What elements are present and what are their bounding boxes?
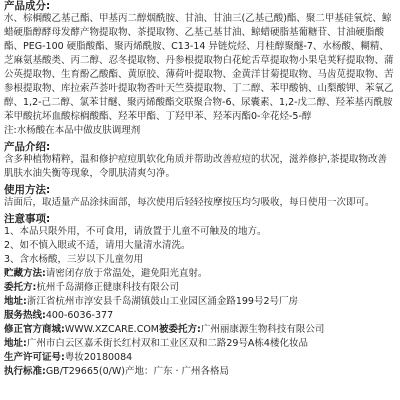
usage-text: 洁面后，取适量产品涂抹面部，每次使用后轻轻按摩按压均匀吸收，每日使用一次即可。: [4, 197, 375, 208]
description-text: 含多种植物精粹，温和修护痘痘肌软化角质并帮助改善痘痘的状况，滋养修护,茶提取物改善肌肤水油失衡等现象，令肌肤清爽匀净。: [4, 154, 388, 179]
ingredients-text: 水、棕榈酸乙基己酯、甲基丙二醇烟酰胺、甘油、甘油三(乙基己酸)酯、聚二甲基硅氧烷、鲸蜡硬脂醇酵母发酵产物提取物、茶提取物、乙基己基甘油、鲸蜡硬脂基葡糖苷、甘油硬脂酸酯、PEG-100 硬脂酸酯、聚丙烯酰胺、C13-14 异链烷烃、月桂醇聚醚-7、水杨酸、糊精、芝麻氨基酸类、丙二醇、忍冬提取物、丹参根提取物白花蛇舌草提取物小果皂荚籽提取物、蒲公英提取物、生育酚乙酸酯、黄原胶、薄荷叶提取物、金黄洋甘菊提取物、马齿苋提取物、苦参根提取物、库拉索芦荟叶提取物香叶天竺葵提取物、丁二醇、苯甲酸钠、山梨酸钾、苯氧乙醇、1,2-己二醇、氯苯甘醚、聚丙烯酸酯交联聚合物-6、尿囊素、1,2-戊二醇、羟苯基丙酰胺苯甲酸抗坏血酸棕榈酸酯、羟苯甲酯、丁羟甲苯、羟苯丙酯0-伞花烃-5-醇: [4, 13, 394, 122]
entrusting-address-row: [4, 295, 396, 309]
hotline-value: 400-6036-377: [45, 310, 114, 321]
manufacturer-address-label: 地址:: [4, 338, 27, 349]
website-row: [4, 323, 396, 337]
usage-section: [4, 184, 396, 210]
website-value: WWW.XZCARE.COM: [64, 324, 160, 335]
precautions-section: [4, 213, 396, 267]
license-value: 粤妆20180084: [64, 352, 133, 363]
hotline-label: 服务热线:: [4, 310, 46, 321]
usage-title: 使用方法:: [4, 184, 51, 196]
precaution-item: 3、含水杨酸，三岁以下儿童勿用: [4, 254, 144, 265]
standard-value: GB/T29665(0/W)产地：广东 · 广州各格局: [45, 366, 230, 377]
ingredients-section: [4, 0, 396, 138]
entrusting-address-value: 浙江省杭州市淳安县千岛湖镇鼓山工业园区涌金路199号2号厂房: [26, 296, 298, 307]
website-label: 修正官方商城:: [4, 324, 65, 335]
entrusting-label: 委托方:: [4, 282, 37, 293]
precautions-title: 注意事项:: [4, 213, 51, 225]
manufacturer-address-value: 广州市白云区嘉禾街长红村双和工业区双和二路29号A栋4楼化妆品: [26, 338, 308, 349]
precaution-item: 2、如不慎入眼或不适，请用大量清水清洗。: [4, 240, 191, 251]
standard-label: 执行标准:: [4, 366, 46, 377]
manufacturer-label: 被委托方:: [159, 324, 201, 335]
hotline-row: [4, 309, 396, 323]
license-row: [4, 351, 396, 365]
entrusting-address-label: 地址:: [4, 296, 27, 307]
manufacturer-address-row: [4, 337, 396, 351]
entrusting-value: 杭州千岛湖修正健康科技有限公司: [36, 282, 179, 293]
ingredients-note: 注:水杨酸在本品中做皮肤调理剂: [4, 125, 141, 136]
storage-value: 请密闭存放于常温处，避免阳光直射。: [45, 268, 208, 279]
entrusting-row: [4, 281, 396, 295]
ingredients-title: 产品成分:: [4, 0, 51, 12]
description-section: [4, 141, 396, 181]
license-label: 生产许可证号:: [4, 352, 65, 363]
standard-row: [4, 365, 396, 379]
precaution-item: 1、本品只限外用，不可食用，请放置于儿童不可触及的地方。: [4, 226, 267, 237]
manufacturer-value: 广州丽康源生物科技有限公司: [200, 324, 325, 335]
description-title: 产品介绍:: [4, 141, 51, 153]
storage-label: 贮藏方法:: [4, 268, 46, 279]
storage-row: [4, 267, 396, 281]
